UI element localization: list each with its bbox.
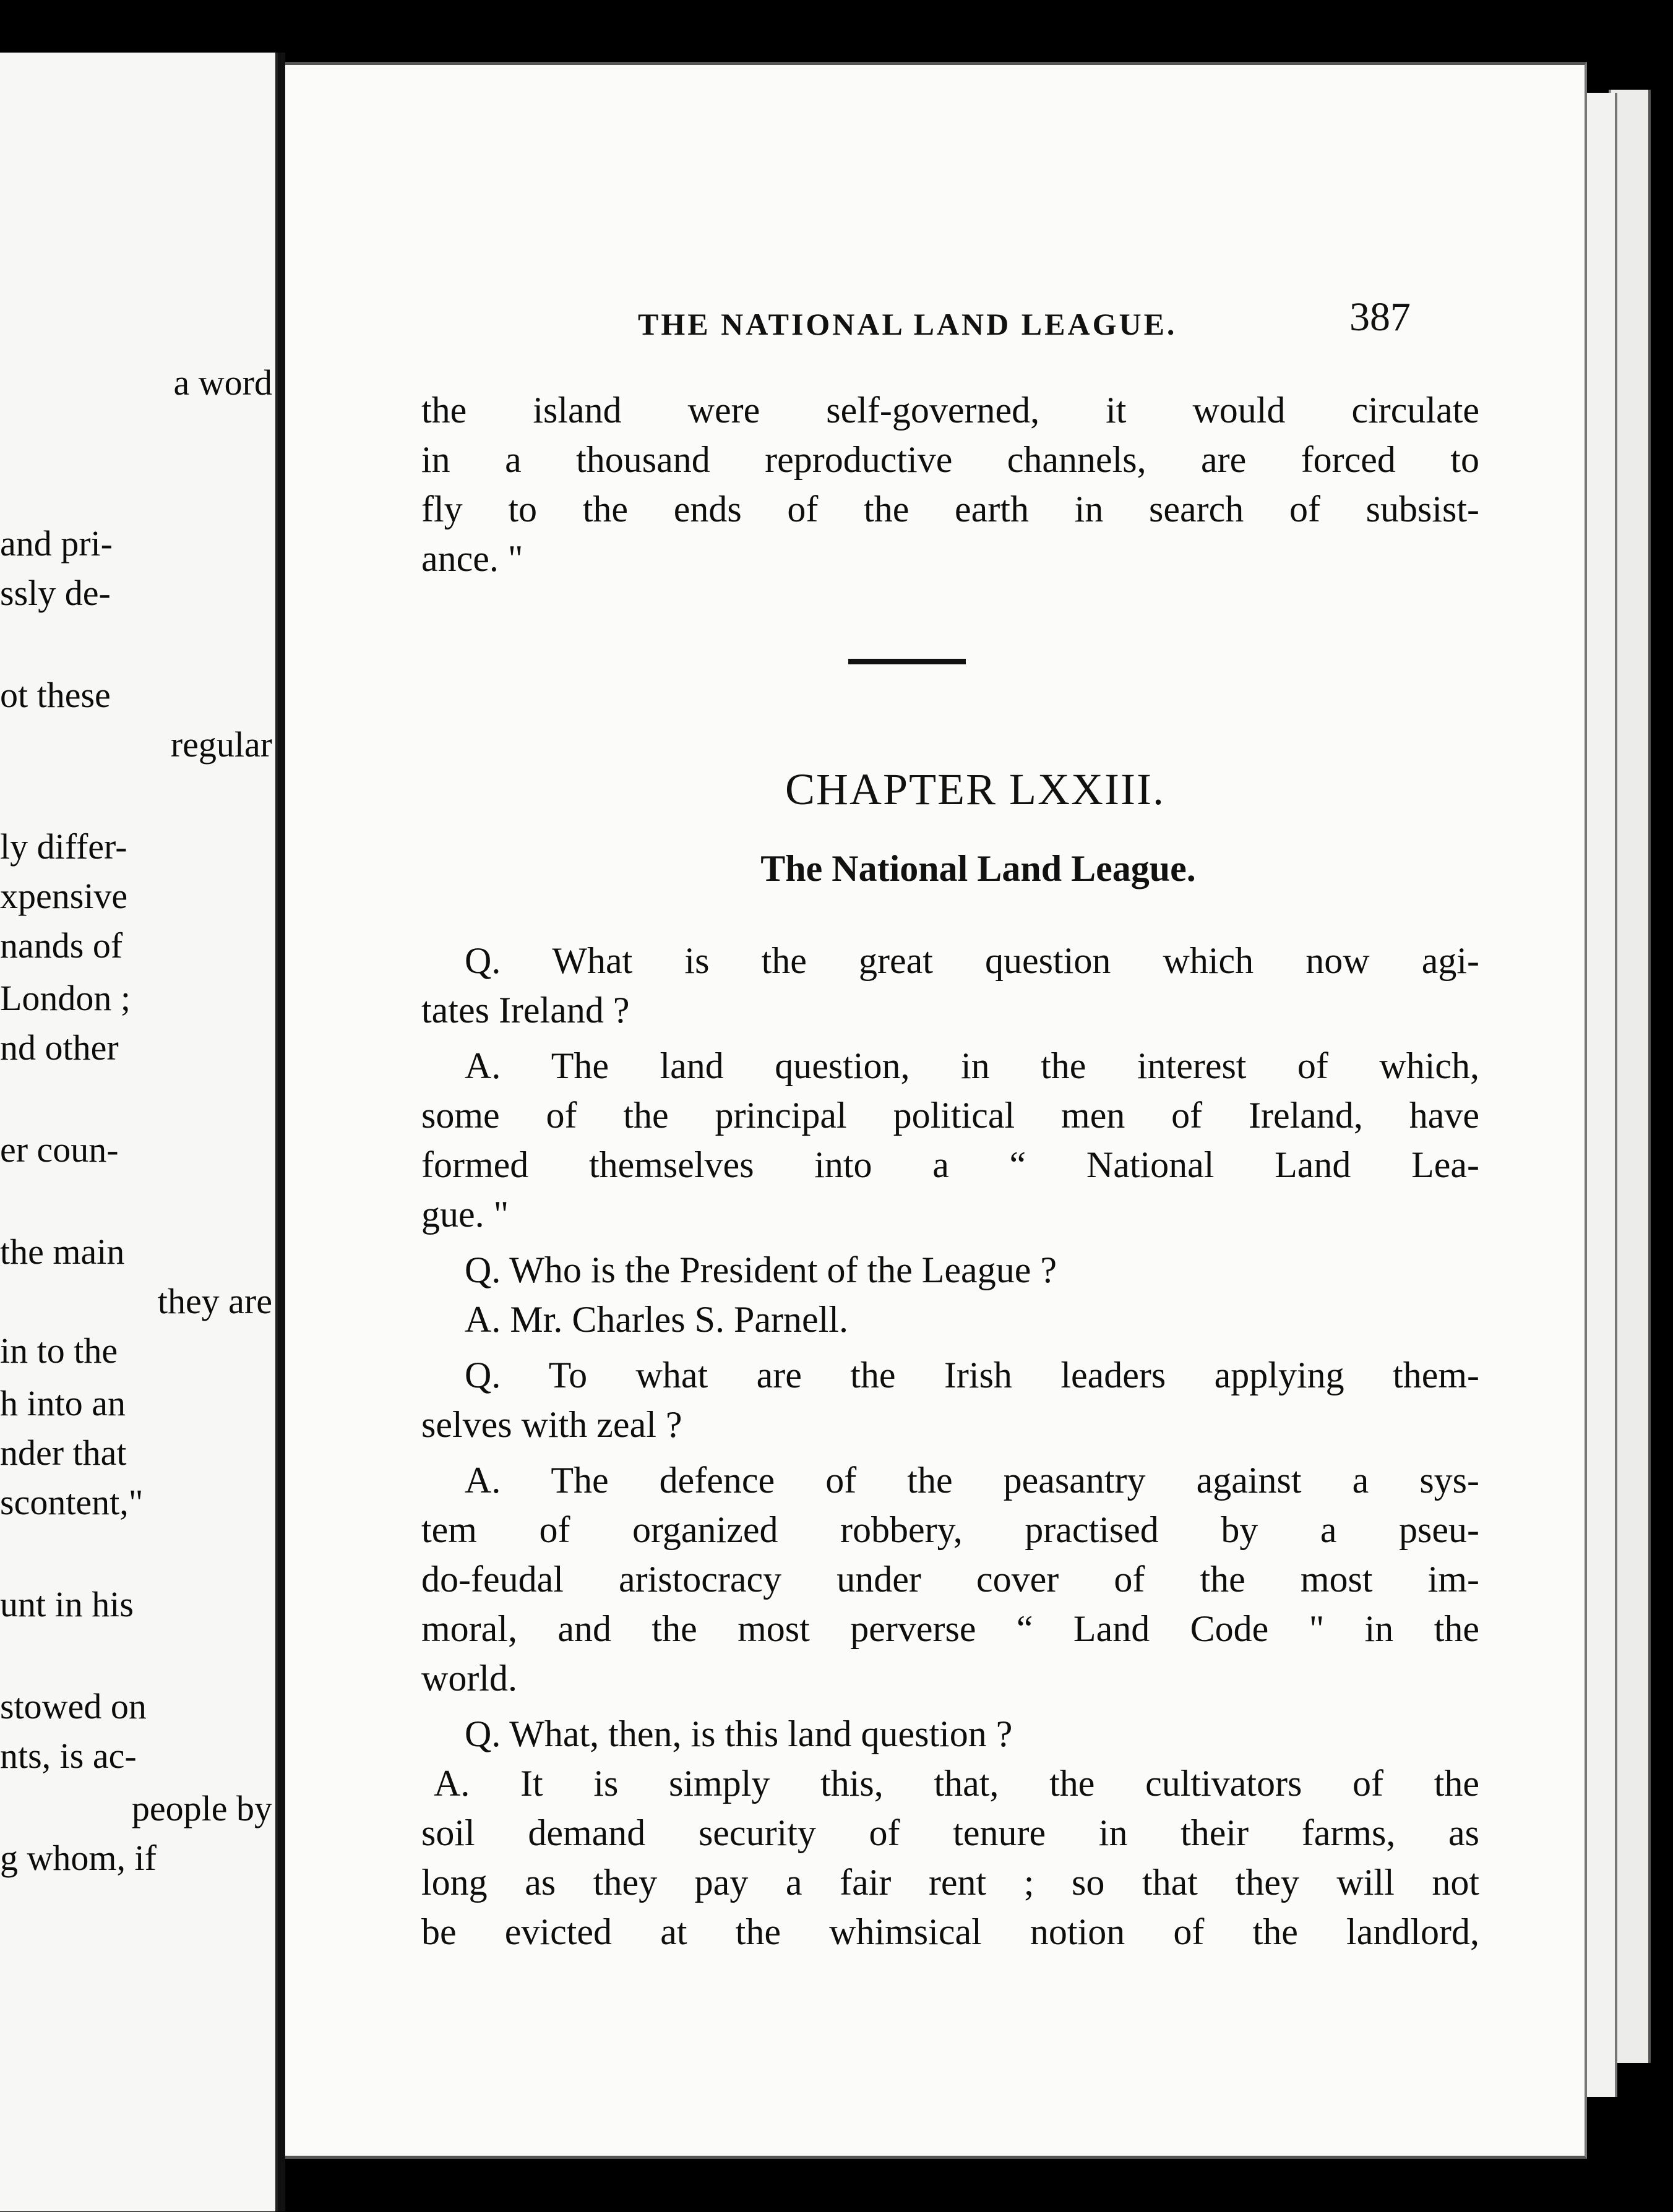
page-number: 387 [1349,294,1411,340]
current-page [285,62,1587,2159]
chapter-title: The National Land League. [760,848,1196,889]
chapter-heading: CHAPTER LXXIII. [785,765,1165,814]
left-fragment: nts, is ac- [0,1736,137,1776]
text-line: fly to the ends of the earth in search of subsist- [421,489,1479,529]
running-head: THE NATIONAL LAND LEAGUE. [638,307,1177,341]
text-line: A. It is simply this, that, the cultivators of the [434,1763,1479,1804]
text-line: ance. " [421,538,523,579]
text-line: selves with zeal ? [421,1404,682,1445]
book-gutter [278,53,285,2211]
text-line: tates Ireland ? [421,990,630,1031]
text-line: moral, and the most perverse “ Land Code " in the [421,1608,1479,1649]
text-line: world. [421,1658,517,1699]
text-line: do-feudal aristocracy under cover of the most im- [421,1559,1479,1600]
left-fragment: xpensive [0,876,128,916]
text-line: Q. To what are the Irish leaders applying them- [465,1355,1479,1395]
text-line: A. The defence of the peasantry against a sys- [465,1460,1479,1501]
text-line: A. Mr. Charles S. Parnell. [465,1299,848,1340]
left-fragment: in to the [0,1331,118,1371]
left-fragment: scontent," [0,1482,144,1522]
left-fragment: g whom, if [0,1838,157,1878]
text-line: formed themselves into a “ National Land Lea- [421,1144,1479,1185]
previous-page [0,53,278,2211]
text-line: Q. What, then, is this land question ? [465,1713,1013,1754]
left-fragment: er coun- [0,1130,119,1170]
left-fragment: unt in his [0,1584,134,1624]
left-fragment: ssly de- [0,573,111,613]
left-fragment: nd other [0,1027,119,1068]
text-line: A. The land question, in the interest of which, [465,1045,1479,1086]
left-fragment: people by [131,1788,272,1828]
text-line: some of the principal political men of Ireland, have [421,1095,1479,1136]
left-fragment: London ; [0,978,131,1018]
left-fragment: ot these [0,675,111,715]
left-fragment: h into an [0,1383,126,1423]
text-line: Q. What is the great question which now agi- [465,940,1479,981]
text-line: tem of organized robbery, practised by a pseu- [421,1509,1479,1550]
left-fragment: nder that [0,1433,127,1473]
text-line: in a thousand reproductive channels, are forced to [421,439,1479,480]
text-line: long as they pay a fair rent ; so that they will not [421,1862,1479,1903]
left-fragment: a word [173,362,272,403]
left-fragment: and pri- [0,523,113,564]
left-fragment: the main [0,1232,125,1272]
left-fragment: regular [170,724,272,765]
text-line: gue. " [421,1194,509,1235]
left-fragment: stowed on [0,1686,147,1726]
left-fragment: nands of [0,925,123,966]
section-divider [848,659,966,664]
text-line: the island were self-governed, it would circulate [421,390,1479,431]
text-line: soil demand security of tenure in their farms, as [421,1812,1479,1853]
text-line: be evicted at the whimsical notion of the landlord, [421,1911,1479,1952]
left-fragment: ly differ- [0,826,127,867]
text-line: Q. Who is the President of the League ? [465,1250,1057,1290]
left-fragment: they are [157,1281,272,1321]
